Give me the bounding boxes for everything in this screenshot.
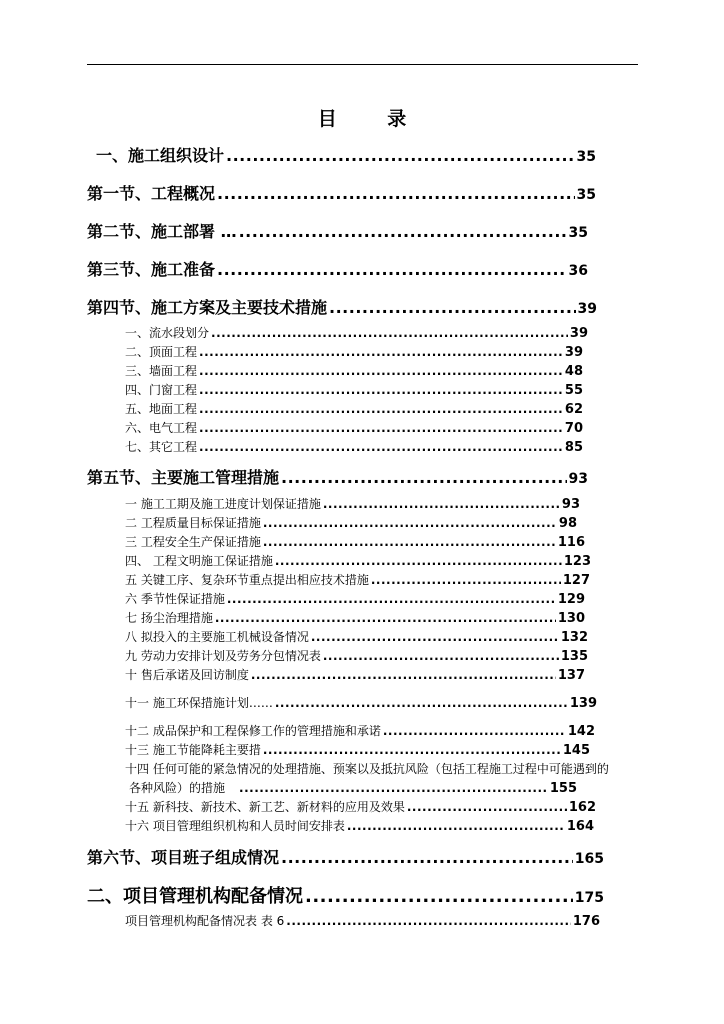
toc-item[interactable] bbox=[125, 495, 580, 512]
toc-page-number: 93 bbox=[568, 471, 588, 487]
leader-dots bbox=[281, 468, 567, 487]
leader-dots bbox=[275, 554, 562, 568]
toc-item[interactable] bbox=[125, 324, 588, 341]
toc-item[interactable] bbox=[125, 647, 588, 664]
toc-page-number: 62 bbox=[564, 402, 583, 417]
toc-entry-text: 九 劳动力安排计划及劳务分包情况表 bbox=[125, 649, 321, 663]
leader-dots bbox=[263, 516, 557, 530]
leader-dots bbox=[239, 781, 548, 795]
toc-entry-text: 六 季节性保证措施 bbox=[125, 592, 225, 606]
toc-entry-text: 项目管理机构配备情况表 表 6 bbox=[125, 914, 285, 928]
toc-page-number: 55 bbox=[564, 383, 583, 398]
leader-dots bbox=[347, 819, 565, 833]
leader-dots bbox=[199, 421, 563, 435]
toc-page-number: 176 bbox=[572, 914, 600, 929]
toc-page-number: 39 bbox=[577, 301, 597, 317]
leader-dots bbox=[199, 345, 563, 359]
toc-page-number: 93 bbox=[561, 497, 580, 512]
toc-item[interactable] bbox=[125, 666, 585, 683]
leader-dots bbox=[323, 649, 559, 663]
leader-dots bbox=[407, 800, 567, 814]
toc-entry-text: 十五 新科技、新技术、新工艺、新材料的应用及效果 bbox=[125, 800, 405, 814]
toc-entry-text: 第三节、施工准备 bbox=[87, 260, 216, 279]
toc-item[interactable] bbox=[125, 694, 597, 711]
leader-dots bbox=[263, 535, 556, 549]
toc-page-number: 139 bbox=[569, 696, 597, 711]
toc-page-number: 39 bbox=[564, 345, 583, 360]
toc-page-number: 129 bbox=[557, 592, 585, 607]
toc-chapter-2[interactable] bbox=[87, 882, 604, 908]
toc-item[interactable] bbox=[125, 571, 590, 588]
toc-item[interactable] bbox=[125, 628, 588, 645]
leader-dots bbox=[371, 573, 561, 587]
toc-item[interactable] bbox=[125, 400, 583, 417]
toc-entry-text: 一、施工组织设计 bbox=[96, 146, 225, 165]
toc-entry-text: 一 施工工期及施工进度计划保证措施 bbox=[125, 497, 321, 511]
toc-page-number: 35 bbox=[576, 187, 596, 203]
toc-page-number: 135 bbox=[560, 649, 588, 664]
toc-item[interactable] bbox=[125, 343, 583, 360]
toc-page-number: 127 bbox=[562, 573, 590, 588]
leader-dots bbox=[199, 402, 563, 416]
toc-item[interactable] bbox=[125, 419, 583, 436]
toc-item[interactable] bbox=[125, 912, 600, 929]
leader-dots bbox=[263, 743, 561, 757]
leader-dots bbox=[215, 611, 556, 625]
toc-page-number: 137 bbox=[557, 668, 585, 683]
toc-page-number: 116 bbox=[557, 535, 585, 550]
leader-dots bbox=[251, 668, 556, 682]
toc-entry-text: 二 工程质量目标保证措施 bbox=[125, 516, 261, 530]
toc-page-number: 142 bbox=[567, 724, 595, 739]
toc-entry-text: 四、门窗工程 bbox=[125, 383, 198, 397]
toc-section-6[interactable] bbox=[87, 845, 604, 868]
leader-dots bbox=[199, 440, 563, 454]
toc-page-number: 175 bbox=[574, 890, 604, 906]
leader-dots bbox=[217, 260, 567, 279]
toc-title: 目 录 bbox=[317, 108, 429, 130]
toc-page-number: 130 bbox=[557, 611, 585, 626]
toc-page-number: 155 bbox=[549, 781, 577, 796]
leader-dots bbox=[323, 497, 560, 511]
toc-page-number: 85 bbox=[564, 440, 583, 455]
toc-page-number: 35 bbox=[568, 225, 588, 241]
toc-item[interactable] bbox=[125, 817, 594, 834]
toc-entry-text: 七 扬尘治理措施 bbox=[125, 611, 213, 625]
toc-page-number: 165 bbox=[574, 851, 604, 867]
toc-entry-text: 十一 施工环保措施计划…… bbox=[125, 696, 273, 710]
toc-item-14-line1[interactable]: 十四 任何可能的紧急情况的处理措施、预案以及抵抗风险（包括工程施工过程中可能遇到的 bbox=[125, 762, 609, 776]
toc-item[interactable] bbox=[125, 609, 585, 626]
toc-item[interactable] bbox=[125, 533, 585, 550]
toc-item[interactable] bbox=[125, 741, 590, 758]
toc-entry-text: 三、墙面工程 bbox=[125, 364, 198, 378]
header-rule bbox=[87, 64, 638, 65]
toc-page-number: 98 bbox=[558, 516, 577, 531]
leader-dots bbox=[239, 222, 567, 241]
toc-item-14-line2[interactable] bbox=[129, 779, 577, 796]
leader-dots bbox=[311, 630, 559, 644]
toc-section-3[interactable] bbox=[87, 257, 588, 280]
toc-entry-text: 十二 成品保护和工程保修工作的管理措施和承诺 bbox=[125, 724, 381, 738]
leader-dots bbox=[199, 364, 563, 378]
toc-entry-text: 第五节、主要施工管理措施 bbox=[87, 468, 280, 487]
toc-section-4[interactable] bbox=[87, 295, 597, 318]
toc-entry-text: 十三 施工节能降耗主要措 bbox=[125, 743, 261, 757]
toc-page-number: 35 bbox=[576, 149, 596, 165]
toc-item[interactable] bbox=[125, 381, 583, 398]
toc-entry-text: 第六节、项目班子组成情况 bbox=[87, 848, 280, 867]
toc-entry-text: 四、 工程文明施工保证措施 bbox=[125, 554, 273, 568]
leader-dots bbox=[281, 848, 573, 867]
toc-page-number: 145 bbox=[562, 743, 590, 758]
toc-entry-text: 第四节、施工方案及主要技术措施 bbox=[87, 298, 328, 317]
toc-item[interactable] bbox=[125, 722, 595, 739]
toc-entry-text: 七、其它工程 bbox=[125, 440, 198, 454]
toc-entry-text: 二、项目管理机构配备情况 bbox=[87, 886, 303, 907]
toc-page-number: 162 bbox=[568, 800, 596, 815]
toc-entry-text: 六、电气工程 bbox=[125, 421, 198, 435]
toc-entry-text: 三 工程安全生产保证措施 bbox=[125, 535, 261, 549]
toc-item[interactable] bbox=[125, 514, 577, 531]
toc-entry-text: 十六 项目管理组织机构和人员时间安排表 bbox=[125, 819, 345, 833]
toc-item[interactable] bbox=[125, 362, 583, 379]
toc-page-number: 70 bbox=[564, 421, 583, 436]
leader-dots bbox=[227, 592, 556, 606]
toc-page-number: 39 bbox=[569, 326, 588, 341]
leader-dots bbox=[226, 146, 575, 165]
toc-page-number: 36 bbox=[568, 263, 588, 279]
toc-entry-text: 各种风险）的措施 bbox=[129, 781, 226, 795]
toc-entry-text: 八 拟投入的主要施工机械设备情况 bbox=[125, 630, 309, 644]
toc-page-number: 132 bbox=[560, 630, 588, 645]
toc-section-5[interactable] bbox=[87, 465, 588, 488]
leader-dots bbox=[199, 383, 563, 397]
toc-page-number: 164 bbox=[566, 819, 594, 834]
leader-dots bbox=[286, 914, 571, 928]
toc-page-number: 48 bbox=[564, 364, 583, 379]
toc-entry-text: 五、地面工程 bbox=[125, 402, 198, 416]
toc-entry-text: 十 售后承诺及回访制度 bbox=[125, 668, 249, 682]
toc-entry-text: 第一节、工程概况 bbox=[87, 184, 216, 203]
toc-page-number: 123 bbox=[563, 554, 591, 569]
toc-item[interactable] bbox=[125, 590, 585, 607]
leader-dots bbox=[329, 298, 576, 317]
toc-entry-text: 一、流水段划分 bbox=[125, 326, 210, 340]
toc-section-1[interactable] bbox=[87, 181, 596, 204]
toc-section-2[interactable] bbox=[87, 219, 588, 242]
toc-entry-text: 二、顶面工程 bbox=[125, 345, 198, 359]
leader-dots bbox=[383, 724, 566, 738]
leader-dots bbox=[275, 696, 568, 710]
toc-entry-text: 第二节、施工部署 … bbox=[87, 222, 237, 241]
toc-entry-text: 五 关键工序、复杂环节重点提出相应技术措施 bbox=[125, 573, 369, 587]
leader-dots bbox=[211, 326, 568, 340]
toc-item[interactable] bbox=[125, 552, 591, 569]
toc-item[interactable] bbox=[125, 798, 596, 815]
toc-chapter-1[interactable] bbox=[96, 143, 596, 166]
leader-dots bbox=[305, 886, 573, 907]
toc-item[interactable] bbox=[125, 438, 583, 455]
leader-dots bbox=[217, 184, 575, 203]
